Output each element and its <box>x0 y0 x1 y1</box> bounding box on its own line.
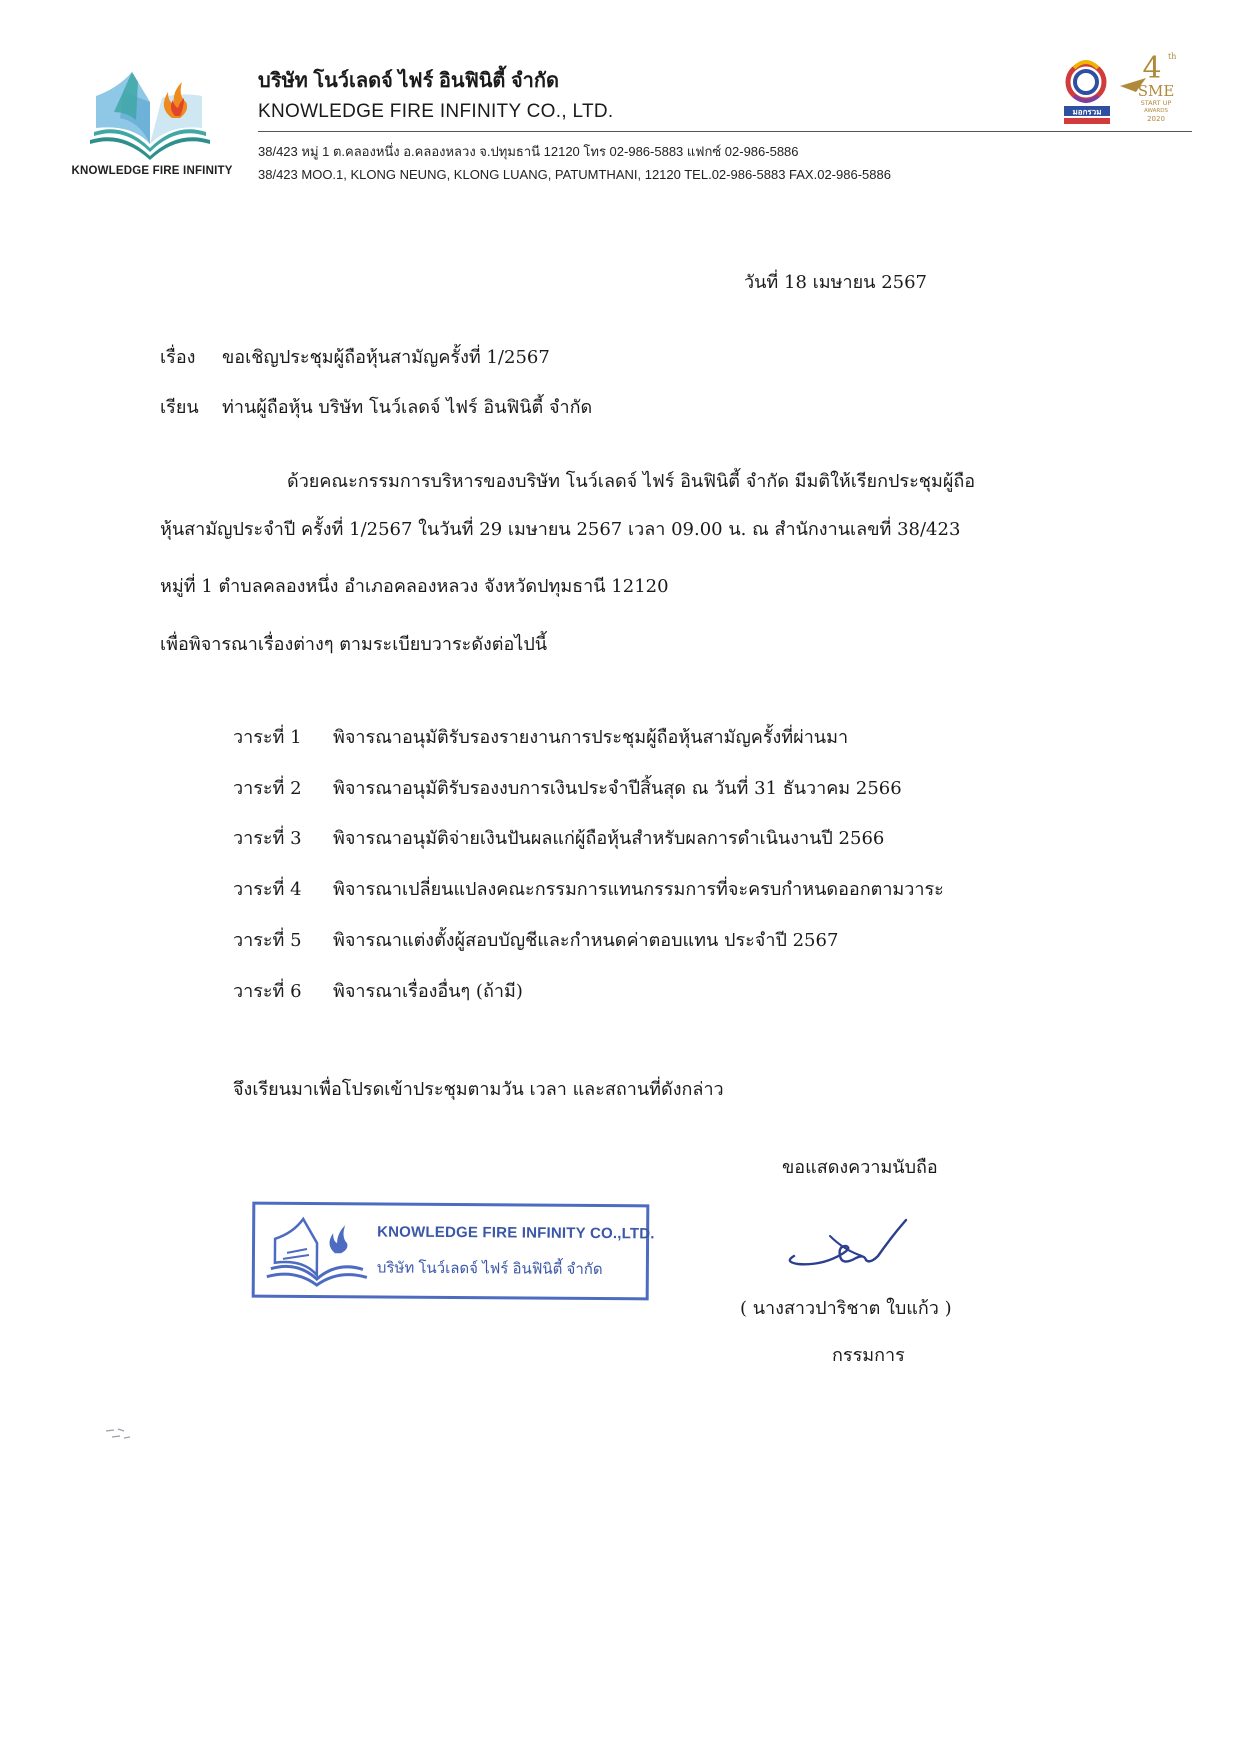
address-en: 38/423 MOO.1, KLONG NEUNG, KLONG LUANG, PATUMTHANI, 12120 TEL.02-986-5883 FAX.02-986-5886 <box>258 167 891 182</box>
agenda-label: วาระที่ 4 <box>233 879 302 900</box>
agenda-text: พิจารณาเรื่องอื่นๆ (ถ้ามี) <box>333 981 523 1002</box>
agenda-text: พิจารณาอนุมัติรับรองงบการเงินประจำปีสิ้นสุด ณ วันที่ 31 ธันวาคม 2566 <box>333 778 902 799</box>
scan-artifact <box>104 1425 134 1449</box>
award-number-suffix: th <box>1168 52 1177 61</box>
award-year: 2020 <box>1147 115 1165 123</box>
agenda-label: วาระที่ 5 <box>233 930 302 951</box>
closing-sentence: จึงเรียนมาเพื่อโปรดเข้าประชุมตามวัน เวลา และสถานที่ดังกล่าว <box>233 1079 724 1100</box>
subject-label: เรื่อง <box>160 347 196 368</box>
body-line: หมู่ที่ 1 ตำบลคลองหนึ่ง อำเภอคลองหลวง จังหวัดปทุมธานี 12120 <box>160 576 669 597</box>
award-logo-text: มอกรวม <box>1072 107 1102 117</box>
agenda-label: วาระที่ 1 <box>233 727 302 748</box>
recipient-text: ท่านผู้ถือหุ้น บริษัท โนว์เลดจ์ ไฟร์ อินฟินิตี้ จำกัด <box>222 397 593 418</box>
header-divider <box>258 131 1192 132</box>
stamp-name-en: KNOWLEDGE FIRE INFINITY CO.,LTD. <box>377 1223 655 1243</box>
signer-name: ( นางสาวปาริชาต ใบแก้ว ) <box>740 1298 952 1319</box>
signature-icon <box>782 1216 922 1276</box>
company-logo <box>62 62 242 180</box>
handwritten-signature <box>782 1216 922 1280</box>
regards-text: ขอแสดงความนับถือ <box>782 1157 938 1178</box>
company-name-en: KNOWLEDGE FIRE INFINITY CO., LTD. <box>258 101 614 122</box>
stamp-name-th: บริษัท โนว์เลดจ์ ไฟร์ อินฟินิตี้ จำกัด <box>376 1259 603 1279</box>
logo-caption: KNOWLEDGE FIRE INFINITY <box>71 165 233 177</box>
address-th: 38/423 หมู่ 1 ต.คลองหนึ่ง อ.คลองหลวง จ.ปทุมธานี 12120 โทร 02-986-5883 แฟกซ์ 02-986-5886 <box>258 144 799 159</box>
signer-title: กรรมการ <box>832 1345 905 1366</box>
award-name: SME <box>1137 82 1175 100</box>
award-line2: AWARDS <box>1144 108 1168 114</box>
agenda-text: พิจารณาอนุมัติรับรองรายงานการประชุมผู้ถือหุ้นสามัญครั้งที่ผ่านมา <box>333 727 849 748</box>
book-flame-logo-icon <box>80 62 220 162</box>
agenda-label: วาระที่ 3 <box>233 828 302 849</box>
letter-date: วันที่ 18 เมษายน 2567 <box>744 272 927 293</box>
body-line: เพื่อพิจารณาเรื่องต่างๆ ตามระเบียบวาระดังต่อไปนี้ <box>160 634 548 655</box>
agenda-label: วาระที่ 2 <box>233 778 302 799</box>
body-line: หุ้นสามัญประจำปี ครั้งที่ 1/2567 ในวันที่ 29 เมษายน 2567 เวลา 09.00 น. ณ สำนักงานเลขที่ 38/423 <box>160 519 961 540</box>
scan-smudge-icon <box>104 1425 134 1445</box>
body-line: ด้วยคณะกรรมการบริหารของบริษัท โนว์เลดจ์ ไฟร์ อินฟินิตี้ จำกัด มีมติให้เรียกประชุมผู้ถือ <box>287 471 976 492</box>
agenda-label: วาระที่ 6 <box>233 981 302 1002</box>
award-number: 4 <box>1142 51 1162 86</box>
recipient-label: เรียน <box>160 397 199 418</box>
agenda-text: พิจารณาอนุมัติจ่ายเงินปันผลแก่ผู้ถือหุ้นสำหรับผลการดำเนินงานปี 2566 <box>333 828 885 849</box>
company-stamp <box>252 1202 655 1301</box>
subject-text: ขอเชิญประชุมผู้ถือหุ้นสามัญครั้งที่ 1/2567 <box>222 347 550 368</box>
agenda-text: พิจารณาเปลี่ยนแปลงคณะกรรมการแทนกรรมการที่จะครบกำหนดออกตามวาระ <box>333 879 944 900</box>
sme-award-emblem-icon <box>1060 48 1190 130</box>
company-name-th: บริษัท โนว์เลดจ์ ไฟร์ อินฟินิตี้ จำกัด <box>258 70 559 92</box>
award-logos <box>1060 48 1190 130</box>
award-line1: START UP <box>1140 99 1172 107</box>
stamp-logo-icon <box>263 1213 372 1288</box>
agenda-text: พิจารณาแต่งตั้งผู้สอบบัญชีและกำหนดค่าตอบแทน ประจำปี 2567 <box>333 930 839 951</box>
